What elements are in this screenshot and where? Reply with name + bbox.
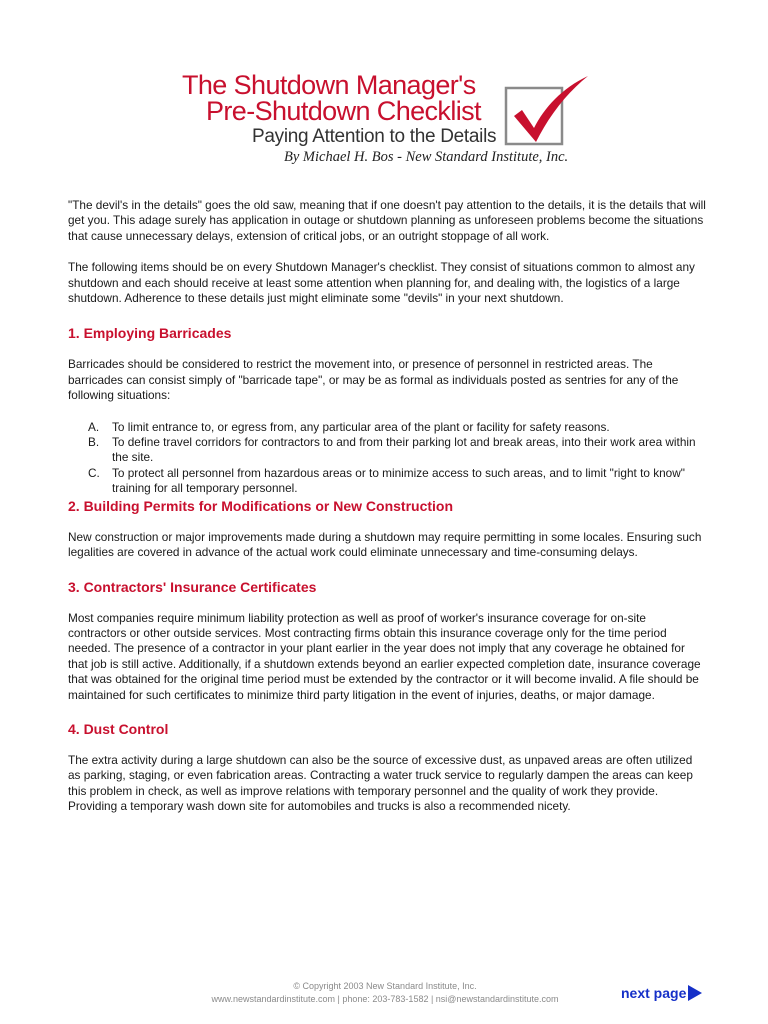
list-item-text: To limit entrance to, or egress from, any particular area of the plant or facility for safety reasons. xyxy=(112,419,610,434)
next-page-link[interactable] xyxy=(621,985,702,1001)
section-heading-insurance-certificates: 3. Contractors' Insurance Certificates xyxy=(68,578,317,595)
intro-paragraph-1: "The devil's in the details" goes the old saw, meaning that if one doesn't pay attention to the details, it is the details that will get you. This adage surely has application in outage or shutdown planning as unforeseen problems become the situations that cause unnecessary delays, extension of critical jobs, or an outright stoppage of all work. xyxy=(68,198,706,243)
checkmark-box-icon xyxy=(504,72,590,148)
title-line-1: The Shutdown Manager's xyxy=(182,70,476,100)
list-item-letter: C. xyxy=(88,465,100,480)
section-heading-building-permits: 2. Building Permits for Modifications or New Construction xyxy=(68,497,454,514)
subtitle: Paying Attention to the Details xyxy=(252,126,497,147)
document-body xyxy=(68,198,706,815)
byline: By Michael H. Bos - New Standard Institute, Inc. xyxy=(284,149,569,165)
section-body-barricades: Barricades should be considered to restrict the movement into, or presence of personnel in restricted areas. The barricades can consist simply of "barricade tape", or may be as formal as individuals posted as sentries for any of the following situations: xyxy=(68,357,679,403)
intro-paragraph-2: The following items should be on every Shutdown Manager's checklist. They consist of situations common to almost any shutdown and each should receive at least some attention when planning for, and dealing with, the logistics of a large shutdown. Adherence to these details just might eliminate some "devils" in your next shutdown. xyxy=(68,260,695,306)
section-body-dust-control: The extra activity during a large shutdown can also be the source of excessive dust, as unpaved areas are often utilized as parking, staging, or even fabrication areas. Contracting a water truck service to regularly dampen the areas can keep this problem in check, as well as improve relations with temporary personnel and the quality of work they provide. Providing a temporary wash down site for automobiles and trucks is also a recommended nicety. xyxy=(68,752,693,814)
footer-contact: www.newstandardinstitute.com | phone: 203-783-1582 | nsi@newstandardinstitute.com xyxy=(211,994,559,1004)
list-item xyxy=(68,435,706,466)
barricade-situations-list xyxy=(68,420,706,497)
next-page-label: next page xyxy=(621,985,687,1001)
list-item xyxy=(68,420,706,435)
document-header xyxy=(160,66,600,176)
list-item-text: To define travel corridors for contractors to and from their parking lot and break areas, into their work area within the site. xyxy=(112,435,696,465)
list-item xyxy=(68,466,706,497)
section-body-insurance-certificates: Most companies require minimum liability protection as well as proof of worker's insurance coverage for on-site contractors or other outside services. Most contracting firms obtain this insurance coverage only for the time period needed. The presence of a contractor in your plant earlier in the year does not imply that any coverage he obtained for that job is still active. Additionally, if a shutdown extends beyond an earlier expected completion date, insurance coverage that was obtained for the original time period must be extended by the contractor or it will become invalid. A file should be maintained for such certificates to minimize third party litigation in the event of injuries, deaths, or major damage. xyxy=(68,610,701,702)
right-triangle-arrow-icon xyxy=(688,985,702,1001)
list-item-letter: B. xyxy=(88,435,100,450)
footer-copyright: © Copyright 2003 New Standard Institute, Inc. xyxy=(293,981,477,991)
section-heading-barricades: 1. Employing Barricades xyxy=(68,325,232,342)
list-item-text: To protect all personnel from hazardous areas or to minimize access to such areas, and to limit "right to know" training for all temporary personnel. xyxy=(112,465,685,496)
title-line-2: Pre-Shutdown Checklist xyxy=(206,96,481,126)
section-heading-dust-control: 4. Dust Control xyxy=(68,720,169,737)
list-item-letter: A. xyxy=(88,419,100,434)
section-body-building-permits: New construction or major improvements made during a shutdown may require permitting in some locales. Ensuring such legalities are covered in advance of the actual work could eliminate unnecessary and time-consuming delays. xyxy=(68,529,702,560)
page-footer xyxy=(180,980,590,1006)
